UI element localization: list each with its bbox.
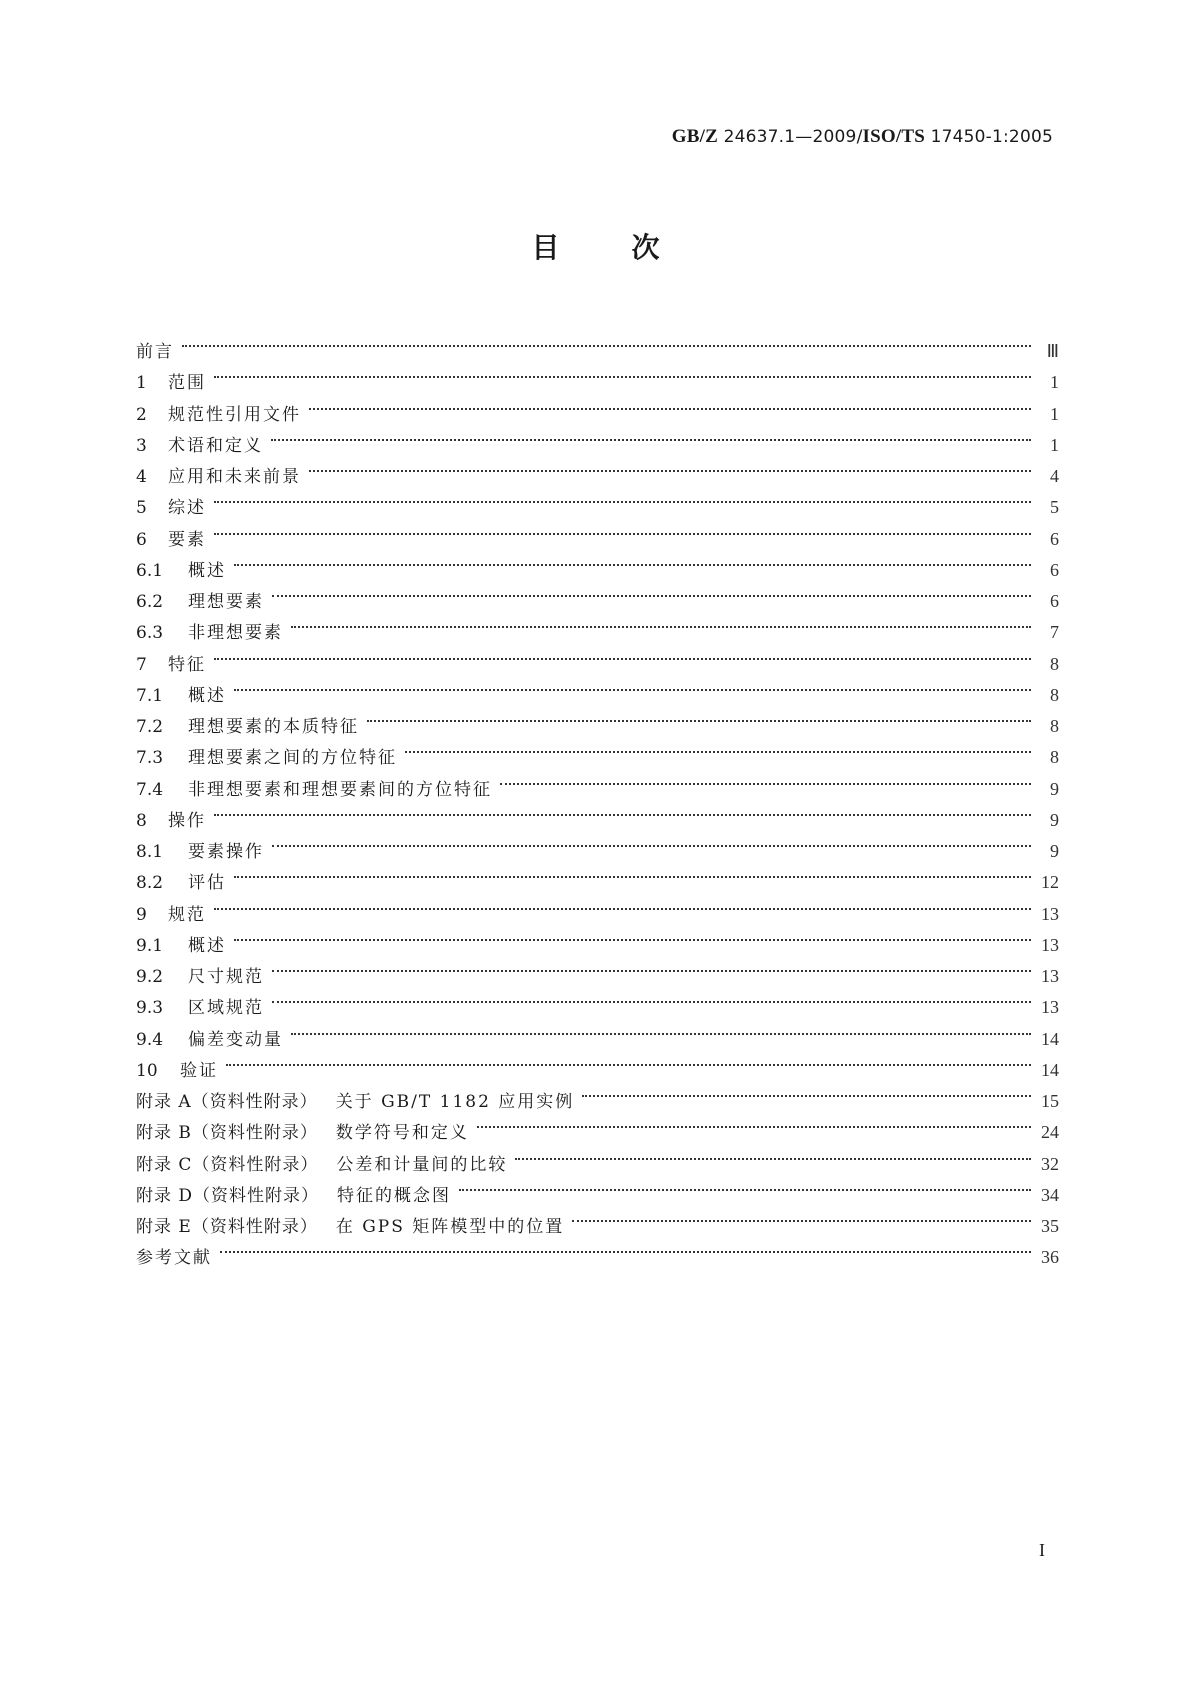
toc-entry[interactable] — [136, 420, 1059, 456]
toc-label: 公差和计量间的比较 — [336, 1154, 508, 1175]
dot-leader — [309, 389, 1031, 420]
dot-leader — [214, 795, 1031, 826]
toc-label: 理想要素之间的方位特征 — [188, 748, 397, 769]
appendix-prefix: 附录 E（资料性附录） — [136, 1217, 318, 1237]
dot-leader — [214, 357, 1031, 388]
toc-entry-appendix-a[interactable] — [136, 1076, 1059, 1112]
toc-label: 要素 — [168, 529, 206, 550]
toc-label: 验证 — [180, 1060, 218, 1081]
dot-leader — [182, 326, 1031, 357]
toc-page-number: 6 — [1050, 559, 1059, 580]
dot-leader — [272, 951, 1031, 982]
toc-section-number: 5 — [136, 498, 147, 519]
appendix-prefix: 附录 B（资料性附录） — [136, 1123, 318, 1144]
toc-entry[interactable] — [136, 482, 1059, 519]
toc-entry[interactable] — [136, 607, 1059, 644]
toc-page-number: 14 — [1041, 1059, 1059, 1080]
toc-page-number: 1 — [1050, 403, 1059, 424]
dot-leader — [214, 639, 1031, 670]
toc-entry-foreword[interactable] — [136, 326, 1059, 362]
toc-page-number: 9 — [1050, 809, 1059, 830]
toc-page-number: 14 — [1041, 1028, 1059, 1049]
dot-leader — [515, 1139, 1031, 1170]
dot-leader — [220, 1232, 1031, 1263]
standard-code-gbz: GB/Z — [671, 126, 718, 147]
toc-entry[interactable] — [136, 889, 1059, 925]
toc-label: 关于 GB/T 1182 应用实例 — [335, 1092, 575, 1112]
toc-label: 综述 — [168, 498, 206, 519]
toc-label: 规范性引用文件 — [168, 404, 301, 425]
page-title — [0, 226, 1191, 266]
toc-section-number: 9.3 — [136, 998, 164, 1019]
toc-label: 在 GPS 矩阵模型中的位置 — [335, 1217, 565, 1237]
toc-section-number: 10 — [136, 1060, 158, 1081]
toc-section-number: 3 — [136, 435, 147, 456]
dot-leader — [226, 1045, 1031, 1076]
toc-section-number: 6.1 — [136, 560, 164, 581]
dot-leader — [500, 764, 1031, 795]
page-number: I — [1039, 1540, 1045, 1560]
toc-section-number: 9.1 — [136, 935, 164, 956]
appendix-prefix: 附录 A（资料性附录） — [136, 1092, 318, 1112]
dot-leader — [234, 920, 1031, 951]
toc-label: 理想要素的本质特征 — [188, 717, 359, 737]
toc-entry[interactable] — [136, 514, 1059, 550]
toc-label: 前言 — [136, 342, 174, 362]
toc-page-number: 6 — [1050, 591, 1059, 611]
toc-page-number: 24 — [1041, 1122, 1059, 1143]
toc-page-number: 1 — [1050, 372, 1059, 393]
toc-label: 要素操作 — [188, 842, 264, 862]
toc-label: 范围 — [168, 373, 206, 394]
toc-entry[interactable] — [136, 670, 1059, 706]
toc-page-number: 4 — [1050, 466, 1059, 486]
toc-section-number: 7.3 — [136, 748, 164, 769]
toc-entry[interactable] — [136, 545, 1059, 581]
toc-label: 尺寸规范 — [188, 967, 264, 987]
dot-leader — [367, 701, 1031, 732]
toc-page-number: 13 — [1041, 966, 1059, 986]
dot-leader — [572, 1201, 1031, 1232]
toc-label: 规范 — [168, 904, 206, 925]
toc-section-number: 6 — [136, 529, 147, 550]
toc-label: 非理想要素和理想要素间的方位特征 — [188, 779, 492, 800]
dot-leader — [234, 857, 1031, 888]
toc-section-number: 7.4 — [136, 779, 164, 800]
dot-leader — [272, 826, 1031, 857]
dot-leader — [405, 732, 1031, 763]
dot-leader — [234, 670, 1031, 701]
toc-label: 概述 — [188, 560, 226, 581]
title-char-2: 次 — [631, 231, 660, 264]
dot-leader — [582, 1076, 1031, 1107]
toc-label: 数学符号和定义 — [335, 1123, 469, 1144]
toc-entry[interactable] — [136, 639, 1059, 675]
toc-label: 应用和未来前景 — [168, 467, 301, 487]
toc-entry[interactable] — [136, 389, 1059, 425]
standard-code-header — [672, 126, 1053, 148]
toc-page-number: 13 — [1041, 903, 1059, 924]
toc-page-number: 5 — [1050, 497, 1059, 518]
toc-page-number: 9 — [1050, 778, 1059, 799]
toc-entry[interactable] — [136, 1014, 1059, 1050]
toc-section-number: 4 — [136, 467, 147, 487]
toc-section-number: 8.2 — [136, 873, 164, 894]
toc-section-number: 7.2 — [136, 717, 164, 737]
standard-code-number: 24637.1—2009/ — [718, 127, 863, 147]
toc-entry[interactable] — [136, 857, 1059, 894]
toc-label: 偏差变动量 — [188, 1029, 283, 1050]
toc-section-number: 9.2 — [136, 967, 164, 987]
toc-label: 特征 — [168, 654, 206, 675]
toc-label: 理想要素 — [188, 592, 264, 612]
toc-section-number: 7.1 — [136, 685, 164, 706]
dot-leader — [272, 982, 1031, 1013]
toc-entry-references[interactable] — [136, 1232, 1059, 1269]
dot-leader — [459, 1170, 1031, 1201]
toc-page-number: 15 — [1041, 1091, 1059, 1111]
toc-entry[interactable] — [136, 795, 1059, 831]
toc-entry[interactable] — [136, 701, 1059, 737]
dot-leader — [234, 545, 1031, 576]
toc-page-number: 35 — [1041, 1216, 1059, 1236]
toc-entry[interactable] — [136, 826, 1059, 862]
table-of-contents — [136, 326, 1059, 1269]
toc-label: 参考文献 — [136, 1248, 212, 1269]
toc-entry[interactable] — [136, 357, 1059, 394]
toc-page-number: Ⅲ — [1046, 341, 1059, 361]
dot-leader — [271, 420, 1031, 451]
toc-entry[interactable] — [136, 1045, 1059, 1081]
dot-leader — [477, 1107, 1031, 1138]
toc-label: 操作 — [168, 810, 206, 831]
toc-label: 概述 — [188, 685, 226, 706]
dot-leader — [309, 451, 1031, 482]
toc-page-number: 12 — [1041, 872, 1059, 893]
toc-section-number: 8.1 — [136, 842, 164, 862]
dot-leader — [214, 889, 1031, 920]
toc-page-number: 13 — [1041, 934, 1059, 955]
toc-section-number: 1 — [136, 373, 147, 394]
toc-page-number: 36 — [1041, 1247, 1059, 1268]
toc-section-number: 6.3 — [136, 623, 164, 644]
toc-section-number: 7 — [136, 654, 147, 675]
appendix-prefix: 附录 C（资料性附录） — [136, 1154, 319, 1175]
toc-page-number: 8 — [1050, 747, 1059, 768]
appendix-prefix: 附录 D（资料性附录） — [136, 1185, 320, 1206]
toc-page-number: 8 — [1050, 716, 1059, 736]
standard-code-iso: ISO/TS — [862, 126, 925, 147]
toc-section-number: 6.2 — [136, 592, 164, 612]
toc-entry[interactable] — [136, 951, 1059, 987]
toc-page-number: 34 — [1041, 1184, 1059, 1205]
toc-label: 特征的概念图 — [337, 1185, 452, 1206]
toc-entry[interactable] — [136, 576, 1059, 612]
toc-page-number: 1 — [1050, 434, 1059, 455]
toc-label: 评估 — [188, 873, 226, 894]
toc-label: 术语和定义 — [168, 435, 263, 456]
toc-section-number: 9 — [136, 904, 147, 925]
title-char-1: 目 — [531, 231, 560, 264]
standard-code-iso-number: 17450-1:2005 — [924, 127, 1053, 147]
toc-page-number: 6 — [1050, 528, 1059, 549]
toc-entry[interactable] — [136, 451, 1059, 487]
toc-label: 概述 — [188, 935, 226, 956]
toc-entry[interactable] — [136, 982, 1059, 1019]
dot-leader — [214, 514, 1031, 545]
toc-section-number: 2 — [136, 404, 147, 425]
dot-leader — [291, 1014, 1031, 1045]
toc-section-number: 8 — [136, 810, 147, 831]
toc-page-number: 9 — [1050, 841, 1059, 861]
toc-page-number: 7 — [1050, 622, 1059, 643]
toc-label: 非理想要素 — [188, 623, 283, 644]
toc-page-number: 8 — [1050, 653, 1059, 674]
dot-leader — [214, 482, 1031, 513]
toc-label: 区域规范 — [188, 998, 264, 1019]
toc-page-number: 32 — [1041, 1153, 1059, 1174]
toc-entry[interactable] — [136, 920, 1059, 956]
toc-page-number: 13 — [1041, 997, 1059, 1018]
toc-page-number: 8 — [1050, 684, 1059, 705]
toc-section-number: 9.4 — [136, 1029, 164, 1050]
dot-leader — [272, 576, 1031, 607]
dot-leader — [291, 607, 1031, 638]
